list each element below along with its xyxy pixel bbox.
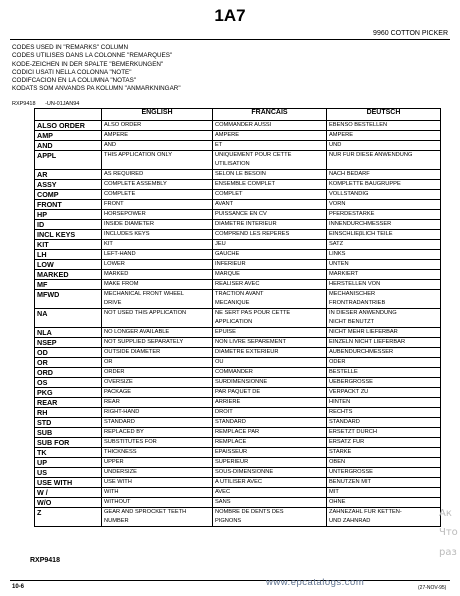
- francais-cell: MARQUE: [213, 270, 327, 280]
- francais-cell: GAUCHE: [213, 250, 327, 260]
- table-row: [35, 498, 441, 508]
- english-cell: UPPER: [102, 458, 213, 468]
- code-cell: REAR: [35, 398, 102, 408]
- deutsch-cell: ERSATZ FUR: [327, 438, 441, 448]
- english-cell: AND: [102, 141, 213, 151]
- francais-cell: SURDIMENSIONNE: [213, 378, 327, 388]
- code-cell: ASSY: [35, 180, 102, 190]
- intro-line: CODES UTILISES DANS LA COLONNE "REMARQUES": [12, 52, 173, 60]
- francais-cell: COMMANDER AUSSI: [213, 121, 327, 131]
- francais-cell: REMPLACE: [213, 438, 327, 448]
- illustration-sub: -UN-01JAN94: [45, 101, 80, 107]
- english-cell: PACKAGE: [102, 388, 213, 398]
- code-cell: US: [35, 468, 102, 478]
- code-cell: RH: [35, 408, 102, 418]
- francais-cell: OU: [213, 358, 327, 368]
- deutsch-cell: SATZ: [327, 240, 441, 250]
- table-header-row: [35, 109, 441, 121]
- intro-line: CODIFCACION EN LA COLUMNA "NOTAS": [12, 77, 137, 85]
- table-row: [35, 338, 441, 348]
- francais-cell: NOMBRE DE DENTS DES PIGNONS: [213, 508, 327, 527]
- code-cell: NA: [35, 309, 102, 328]
- table-row: [35, 438, 441, 448]
- intro-line: CODICI USATI NELLA COLONNA "NOTE": [12, 68, 132, 76]
- page-title: 1A7: [214, 6, 246, 25]
- deutsch-cell: EINZELN NICHT LIEFERBAR: [327, 338, 441, 348]
- table-row: [35, 260, 441, 270]
- code-cell: FRONT: [35, 200, 102, 210]
- deutsch-cell: ZAHNEZAHL FUR KETTEN- UND ZAHNRAD: [327, 508, 441, 527]
- deutsch-cell: UEBERGROSSE: [327, 378, 441, 388]
- code-cell: NLA: [35, 328, 102, 338]
- page-subtitle: 9960 COTTON PICKER: [373, 30, 448, 37]
- deutsch-cell: INNENDURCHMESSER: [327, 220, 441, 230]
- english-cell: MECHANICAL FRONT WHEEL DRIVE: [102, 290, 213, 309]
- english-cell: WITHOUT: [102, 498, 213, 508]
- code-cell: OS: [35, 378, 102, 388]
- edge-text: раз: [439, 547, 457, 558]
- code-cell: AMP: [35, 131, 102, 141]
- table-row: [35, 170, 441, 180]
- francais-cell: JEU: [213, 240, 327, 250]
- table-row: [35, 428, 441, 438]
- francais-cell: STANDARD: [213, 418, 327, 428]
- footer-code: RXP9418: [30, 557, 60, 564]
- code-cell: COMP: [35, 190, 102, 200]
- header-code: [35, 109, 102, 121]
- code-cell: SUB: [35, 428, 102, 438]
- table-row: [35, 488, 441, 498]
- english-cell: NOT SUPPLIED SEPARATELY: [102, 338, 213, 348]
- code-cell: LOW: [35, 260, 102, 270]
- english-cell: ALSO ORDER: [102, 121, 213, 131]
- table-row: [35, 270, 441, 280]
- table-row: [35, 121, 441, 131]
- header-rule: [10, 39, 450, 40]
- english-cell: RIGHT-HAND: [102, 408, 213, 418]
- english-cell: INSIDE DIAMETER: [102, 220, 213, 230]
- english-cell: LOWER: [102, 260, 213, 270]
- deutsch-cell: UNTEN: [327, 260, 441, 270]
- english-cell: STANDARD: [102, 418, 213, 428]
- intro-line: KODE-ZEICHEN IN DER SPALTE "BEMERKUNGEN": [12, 60, 164, 68]
- deutsch-cell: NACH BEDARF: [327, 170, 441, 180]
- francais-cell: NON LIVRE SEPAREMENT: [213, 338, 327, 348]
- illustration-code: [12, 101, 87, 107]
- table-row: [35, 141, 441, 151]
- deutsch-cell: STANDARD: [327, 418, 441, 428]
- code-cell: Z: [35, 508, 102, 527]
- table-row: [35, 309, 441, 328]
- deutsch-cell: MIT: [327, 488, 441, 498]
- francais-cell: EPUISE: [213, 328, 327, 338]
- edge-text: Что: [439, 527, 458, 538]
- table-row: [35, 151, 441, 170]
- francais-cell: SUPERIEUR: [213, 458, 327, 468]
- intro-line: CODES USED IN "REMARKS" COLUMN: [12, 44, 129, 51]
- francais-cell: AVANT: [213, 200, 327, 210]
- table-row: [35, 508, 441, 527]
- deutsch-cell: ERSETZT DURCH: [327, 428, 441, 438]
- page-date: (27-NOV-95): [418, 585, 447, 591]
- header-francais: FRANCAIS: [213, 109, 327, 121]
- code-cell: ALSO ORDER: [35, 121, 102, 131]
- deutsch-cell: UNTERGROSSE: [327, 468, 441, 478]
- table-row: [35, 368, 441, 378]
- deutsch-cell: UND: [327, 141, 441, 151]
- code-cell: MF: [35, 280, 102, 290]
- english-cell: HORSEPOWER: [102, 210, 213, 220]
- illustration-ref: RXP9418: [12, 101, 36, 107]
- deutsch-cell: LINKS: [327, 250, 441, 260]
- deutsch-cell: AUBENDURCHMESSER: [327, 348, 441, 358]
- francais-cell: ET: [213, 141, 327, 151]
- deutsch-cell: MARKIERT: [327, 270, 441, 280]
- table-row: [35, 280, 441, 290]
- deutsch-cell: OHNE: [327, 498, 441, 508]
- deutsch-cell: VERPACKT ZU: [327, 388, 441, 398]
- code-cell: MFWD: [35, 290, 102, 309]
- deutsch-cell: NUR FUR DIESE ANWENDUNG: [327, 151, 441, 170]
- table-row: [35, 348, 441, 358]
- francais-cell: NE SERT PAS POUR CETTE APPLICATION: [213, 309, 327, 328]
- deutsch-cell: STARKE: [327, 448, 441, 458]
- table-row: [35, 290, 441, 309]
- english-cell: AMPERE: [102, 131, 213, 141]
- table-row: [35, 418, 441, 428]
- code-cell: W/O: [35, 498, 102, 508]
- table-row: [35, 240, 441, 250]
- deutsch-cell: EINSCHLIEβLICH TEILE: [327, 230, 441, 240]
- table-row: [35, 190, 441, 200]
- table-row: [35, 200, 441, 210]
- code-cell: SUB FOR: [35, 438, 102, 448]
- francais-cell: DIAMETRE INTERIEUR: [213, 220, 327, 230]
- english-cell: KIT: [102, 240, 213, 250]
- deutsch-cell: AMPERE: [327, 131, 441, 141]
- codes-table: [34, 108, 441, 527]
- francais-cell: SANS: [213, 498, 327, 508]
- english-cell: MAKE FROM: [102, 280, 213, 290]
- code-cell: APPL: [35, 151, 102, 170]
- code-cell: MARKED: [35, 270, 102, 280]
- english-cell: INCLUDES KEYS: [102, 230, 213, 240]
- deutsch-cell: HINTEN: [327, 398, 441, 408]
- english-cell: OVERSIZE: [102, 378, 213, 388]
- code-cell: ID: [35, 220, 102, 230]
- code-cell: UP: [35, 458, 102, 468]
- code-cell: W /: [35, 488, 102, 498]
- francais-cell: A UTILISER AVEC: [213, 478, 327, 488]
- deutsch-cell: BENUTZEN MIT: [327, 478, 441, 488]
- code-cell: ORD: [35, 368, 102, 378]
- francais-cell: EPAISSEUR: [213, 448, 327, 458]
- table-row: [35, 398, 441, 408]
- francais-cell: SOUS-DIMENSIONNE: [213, 468, 327, 478]
- english-cell: ORDER: [102, 368, 213, 378]
- footer-rule: [10, 580, 450, 581]
- code-cell: OD: [35, 348, 102, 358]
- deutsch-cell: BESTELLE: [327, 368, 441, 378]
- table-row: [35, 448, 441, 458]
- francais-cell: INFERIEUR: [213, 260, 327, 270]
- english-cell: COMPLETE: [102, 190, 213, 200]
- francais-cell: TRACTION AVANT MECANIQUE: [213, 290, 327, 309]
- codes-body: [35, 121, 441, 527]
- francais-cell: PUISSANCE EN CV: [213, 210, 327, 220]
- code-cell: INCL KEYS: [35, 230, 102, 240]
- code-cell: USE WITH: [35, 478, 102, 488]
- deutsch-cell: NICHT MEHR LIEFERBAR: [327, 328, 441, 338]
- intro-text: [12, 44, 181, 94]
- francais-cell: ARRIERE: [213, 398, 327, 408]
- table-row: [35, 180, 441, 190]
- code-cell: TK: [35, 448, 102, 458]
- deutsch-cell: KOMPLETTE BAUGRUPPE: [327, 180, 441, 190]
- table-row: [35, 458, 441, 468]
- english-cell: NOT USED THIS APPLICATION: [102, 309, 213, 328]
- table-row: [35, 131, 441, 141]
- table-row: [35, 250, 441, 260]
- francais-cell: AVEC: [213, 488, 327, 498]
- code-cell: PKG: [35, 388, 102, 398]
- table-row: [35, 328, 441, 338]
- table-row: [35, 378, 441, 388]
- english-cell: COMPLETE ASSEMBLY: [102, 180, 213, 190]
- english-cell: LEFT-HAND: [102, 250, 213, 260]
- table-row: [35, 358, 441, 368]
- francais-cell: REMPLACE PAR: [213, 428, 327, 438]
- english-cell: SUBSTITUTES FOR: [102, 438, 213, 448]
- deutsch-cell: VORN: [327, 200, 441, 210]
- francais-cell: COMPLET: [213, 190, 327, 200]
- code-cell: KIT: [35, 240, 102, 250]
- english-cell: OR: [102, 358, 213, 368]
- intro-line: KODATS SOM ANVANDS PA KOLUMN "ANMARKNINGAR": [12, 85, 181, 93]
- table-row: [35, 230, 441, 240]
- francais-cell: ENSEMBLE COMPLET: [213, 180, 327, 190]
- english-cell: THIS APPLICATION ONLY: [102, 151, 213, 170]
- page-number: 10-6: [12, 584, 25, 590]
- deutsch-cell: HERSTELLEN VON: [327, 280, 441, 290]
- code-cell: NSEP: [35, 338, 102, 348]
- deutsch-cell: MECHANISCHER FRONTRADANTRIEB: [327, 290, 441, 309]
- english-cell: UNDERSIZE: [102, 468, 213, 478]
- table-row: [35, 478, 441, 488]
- francais-cell: AMPERE: [213, 131, 327, 141]
- table-row: [35, 210, 441, 220]
- deutsch-cell: OBEN: [327, 458, 441, 468]
- english-cell: REPLACED BY: [102, 428, 213, 438]
- english-cell: USE WITH: [102, 478, 213, 488]
- code-cell: LH: [35, 250, 102, 260]
- table-row: [35, 468, 441, 478]
- english-cell: MARKED: [102, 270, 213, 280]
- francais-cell: UNIQUEMENT POUR CETTE UTILISATION: [213, 151, 327, 170]
- francais-cell: SELON LE BESOIN: [213, 170, 327, 180]
- english-cell: THICKNESS: [102, 448, 213, 458]
- francais-cell: COMPREND LES REPERES: [213, 230, 327, 240]
- table-row: [35, 388, 441, 398]
- header-english: ENGLISH: [102, 109, 213, 121]
- english-cell: REAR: [102, 398, 213, 408]
- english-cell: FRONT: [102, 200, 213, 210]
- deutsch-cell: IN DIESER ANWENDUNG NICHT BENUTZT: [327, 309, 441, 328]
- code-cell: HP: [35, 210, 102, 220]
- francais-cell: COMMANDER: [213, 368, 327, 378]
- header-deutsch: DEUTSCH: [327, 109, 441, 121]
- edge-text: Ак: [439, 508, 452, 519]
- code-cell: AR: [35, 170, 102, 180]
- francais-cell: REALISER AVEC: [213, 280, 327, 290]
- francais-cell: DROIT: [213, 408, 327, 418]
- english-cell: AS REQUIRED: [102, 170, 213, 180]
- deutsch-cell: RECHTS: [327, 408, 441, 418]
- deutsch-cell: PFERDESTARKE: [327, 210, 441, 220]
- table-row: [35, 408, 441, 418]
- code-cell: STD: [35, 418, 102, 428]
- code-cell: OR: [35, 358, 102, 368]
- english-cell: GEAR AND SPROCKET TEETH NUMBER: [102, 508, 213, 527]
- table-row: [35, 220, 441, 230]
- deutsch-cell: VOLLSTANDIG: [327, 190, 441, 200]
- english-cell: WITH: [102, 488, 213, 498]
- francais-cell: DIAMETRE EXTERIEUR: [213, 348, 327, 358]
- watermark: www.epcatalogs.com: [266, 577, 365, 588]
- francais-cell: PAR PAQUET DE: [213, 388, 327, 398]
- code-cell: AND: [35, 141, 102, 151]
- deutsch-cell: EBENSO BESTELLEN: [327, 121, 441, 131]
- english-cell: NO LONGER AVAILABLE: [102, 328, 213, 338]
- deutsch-cell: ODER: [327, 358, 441, 368]
- english-cell: OUTSIDE DIAMETER: [102, 348, 213, 358]
